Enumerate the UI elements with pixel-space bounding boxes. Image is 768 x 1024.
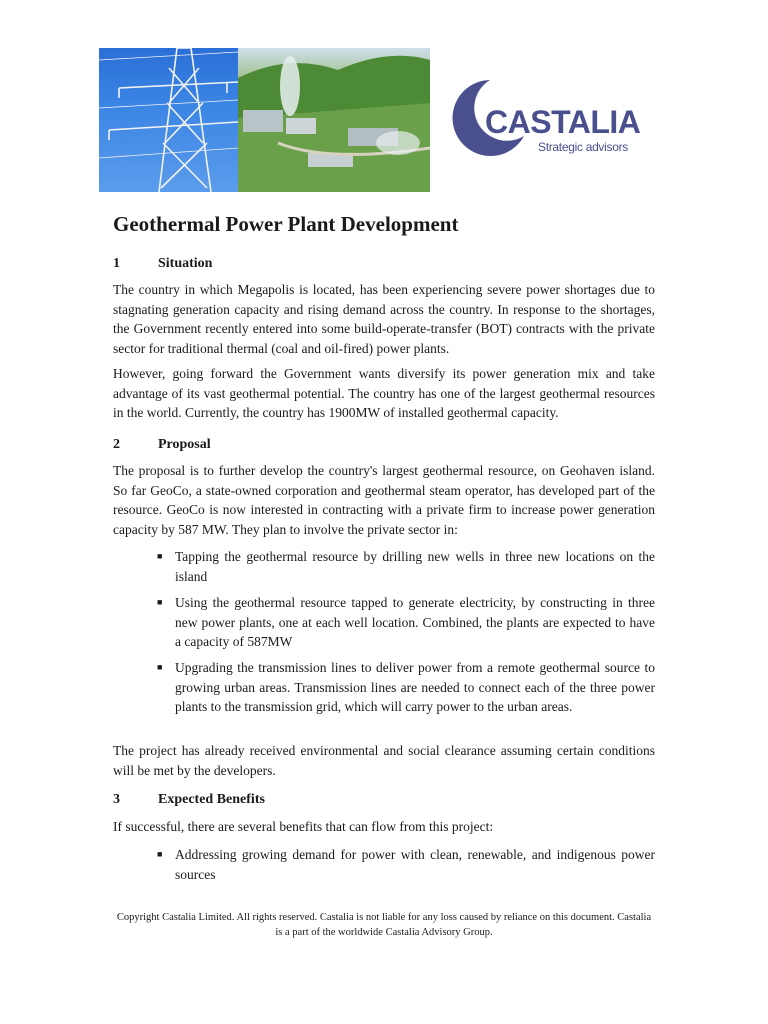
list-item: [157, 658, 655, 717]
copyright-footer: Copyright Castalia Limited. All rights reserved. Castalia is not liable for any loss caused by reliance on this document. Castalia is a part of the worldwide Castalia Advisory Group.: [116, 912, 652, 938]
list-item: [157, 547, 655, 586]
list-item-text: Using the geothermal resource tapped to generate electricity, by constructing in three new power plants, one at each well location. Combined, the plants are expected to have a capacity of 587MW: [175, 595, 655, 649]
section-heading-expected-benefits: [113, 792, 265, 808]
list-item: [157, 845, 655, 884]
section-heading-situation: [113, 256, 212, 272]
paragraph: However, going forward the Government wants diversify its power generation mix and take advantage of its vast geothermal potential. The country has one of the largest geothermal resources in the world. Currently, the country has 1900MW of installed geothermal capacity.: [113, 366, 655, 420]
castalia-logo: [450, 78, 640, 158]
section-number: 2: [113, 437, 120, 452]
section-heading-proposal: [113, 437, 211, 453]
section-number: 3: [113, 792, 120, 807]
section-number: 1: [113, 256, 120, 271]
list-item-text: Tapping the geothermal resource by drilling new wells in three new locations on the island: [175, 549, 655, 584]
transmission-tower-photo: [99, 48, 238, 192]
list-item-text: Upgrading the transmission lines to deliver power from a remote geothermal source to growing urban areas. Transmission lines are needed to connect each of the three power plants to the transmission grid, which will carry power to the urban areas.: [175, 660, 655, 714]
logo-tagline: Strategic advisors: [538, 140, 628, 154]
paragraph: If successful, there are several benefits that can flow from this project:: [113, 819, 494, 834]
document-title: Geothermal Power Plant Development: [113, 212, 459, 236]
section-title: Proposal: [158, 437, 211, 452]
list-item-text: Addressing growing demand for power with clean, renewable, and indigenous power sources: [175, 847, 655, 882]
paragraph: The country in which Megapolis is located, has been experiencing severe power shortages due to stagnating generation capacity and rising demand across the country. In response to the shortages, the Government recently entered into some build-operate-transfer (BOT) contracts with the private sector for traditional thermal (coal and oil-fired) power plants.: [113, 282, 655, 356]
logo-wordmark: CASTALIA: [485, 104, 641, 140]
list-item: [157, 593, 655, 652]
bullet-icon: ■: [157, 849, 163, 859]
bullet-icon: ■: [157, 597, 163, 607]
section-title: Expected Benefits: [158, 792, 265, 807]
bullet-icon: ■: [157, 551, 163, 561]
paragraph: The proposal is to further develop the country's largest geothermal resource, on Geohaven island. So far GeoCo, a state-owned corporation and geothermal steam operator, has developed part of the resource. GeoCo is now interested in contracting with a private firm to increase power generation capacity by 587 MW. They plan to involve the private sector in:: [113, 463, 655, 537]
paragraph: The project has already received environmental and social clearance assuming certain conditions will be met by the developers.: [113, 743, 655, 778]
bullet-icon: ■: [157, 662, 163, 672]
section-title: Situation: [158, 256, 213, 271]
geothermal-plant-photo: [238, 48, 430, 192]
